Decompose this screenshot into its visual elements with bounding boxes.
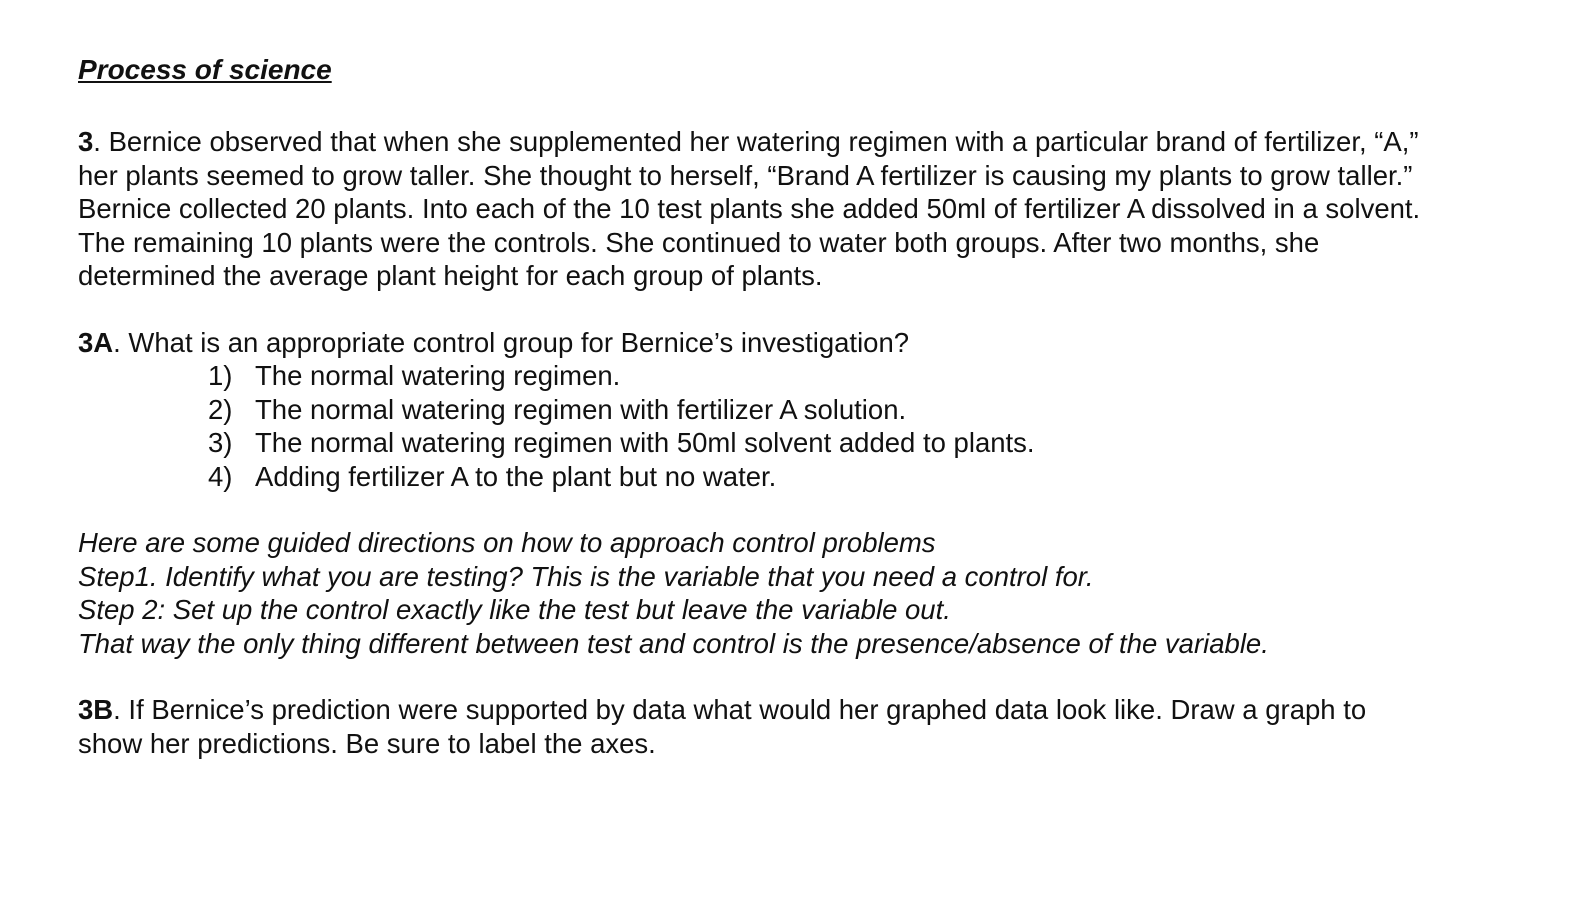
spacer bbox=[78, 493, 1548, 526]
question-3a-number: 3A bbox=[78, 326, 114, 358]
question-3b-number: 3B bbox=[78, 694, 114, 725]
question-3-line-4: The remaining 10 plants were the controls. She continued to water both groups. After two months, she bbox=[78, 226, 1320, 258]
document-page bbox=[78, 48, 1548, 760]
answer-options bbox=[78, 359, 1548, 493]
answer-option-2: 2) The normal watering regimen with fertilizer A solution. bbox=[208, 393, 907, 425]
question-3-line-2: her plants seemed to grow taller. She thought to herself, “Brand A fertilizer is causing my plants to grow taller.” bbox=[78, 159, 1413, 191]
question-3 bbox=[78, 125, 1548, 293]
question-3-line-5: determined the average plant height for each group of plants. bbox=[78, 260, 823, 291]
question-3-line-3: Bernice collected 20 plants. Into each of the 10 test plants she added 50ml of fertilizer A dissolved in a solvent. bbox=[78, 193, 1421, 224]
question-3b bbox=[78, 693, 1548, 760]
guided-directions bbox=[78, 526, 1548, 660]
spacer bbox=[78, 660, 1548, 693]
spacer bbox=[78, 293, 1548, 326]
question-3-line-1: 3. Bernice observed that when she supplemented her watering regimen with a particular brand of fertilizer, “A,” bbox=[78, 126, 1419, 157]
answer-option-4: 4) Adding fertilizer A to the plant but no water. bbox=[208, 460, 777, 492]
question-3a bbox=[78, 326, 1548, 494]
answer-option-3: 3) The normal watering regimen with 50ml solvent added to plants. bbox=[208, 427, 1035, 458]
guide-line-1: Here are some guided directions on how to approach control problems bbox=[78, 527, 936, 558]
answer-option-1: 1) The normal watering regimen. bbox=[208, 360, 621, 391]
section-heading: Process of science bbox=[78, 54, 332, 85]
guide-line-3: Step 2: Set up the control exactly like the test but leave the variable out. bbox=[78, 594, 951, 625]
guide-line-4: That way the only thing different between test and control is the presence/absence of the variable. bbox=[78, 627, 1269, 659]
question-3a-prompt: 3A. What is an appropriate control group for Bernice’s investigation? bbox=[78, 326, 910, 358]
question-3b-line-2: show her predictions. Be sure to label the axes. bbox=[78, 727, 656, 759]
question-3b-line-1: 3B. If Bernice’s prediction were supported by data what would her graphed data look like. Draw a graph to bbox=[78, 694, 1367, 725]
question-3-number: 3 bbox=[78, 126, 94, 157]
guide-line-2: Step1. Identify what you are testing? This is the variable that you need a control for. bbox=[78, 560, 1094, 592]
